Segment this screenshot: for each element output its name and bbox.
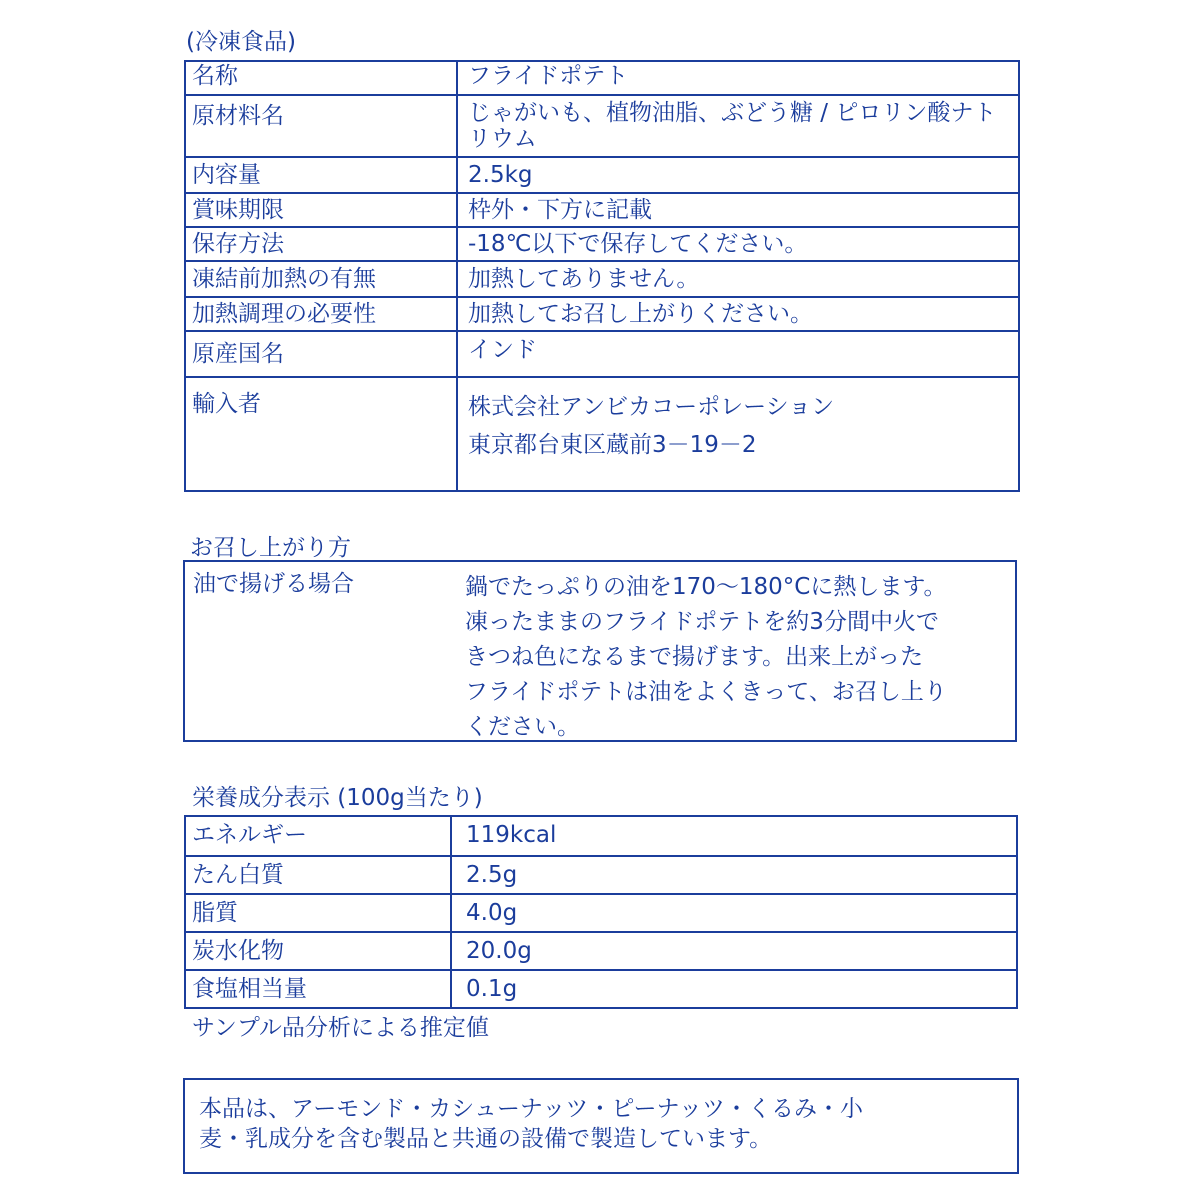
nutrition-value: 2.5g [451,856,1017,894]
label-key: 賞味期限 [185,193,457,227]
nutrition-key: 食塩相当量 [185,970,451,1008]
label-key: 名称 [185,61,457,95]
nutrition-key: エネルギー [185,816,451,856]
nutrition-key: 脂質 [185,894,451,932]
label-row-name [185,61,1019,95]
cooking-box [183,560,1017,742]
label-value: 加熱してお召し上がりください。 [457,297,1019,331]
nutrition-value: 20.0g [451,932,1017,970]
label-heading: (冷凍食品) [186,29,296,55]
nutrition-row-fat [185,894,1017,932]
allergen-notice: 本品は、アーモンド・カシューナッツ・ピーナッツ・くるみ・小 麦・乳成分を含む製品と共通の設備で製造しています。 [199,1096,864,1152]
nutrition-value: 4.0g [451,894,1017,932]
cooking-method-label: 油で揚げる場合 [193,571,354,597]
nutrition-row-protein [185,856,1017,894]
nutrition-row-carbs [185,932,1017,970]
label-key: 凍結前加熱の有無 [185,261,457,297]
label-value: 枠外・下方に記載 [457,193,1019,227]
label-value: -18℃以下で保存してください。 [457,227,1019,261]
cooking-heading: お召し上がり方 [190,535,351,561]
label-value: 2.5kg [457,157,1019,193]
cooking-instructions: 鍋でたっぷりの油を170～180°Cに熱します。 凍ったままのフライドポテトを約3分間中火で きつね色になるまで揚げます。出来上がった フライドポテトは油をよくきって、お召し上り ください。 [465,574,947,740]
nutrition-table [184,815,1018,1009]
label-key: 輸入者 [185,377,457,491]
label-value: フライドポテト [457,61,1019,95]
label-row-ingredients [185,95,1019,157]
label-key: 原材料名 [185,95,457,157]
label-table [184,60,1020,492]
allergen-box [183,1078,1019,1174]
label-key: 保存方法 [185,227,457,261]
label-value: じゃがいも、植物油脂、ぶどう糖 / ピロリン酸ナト リウム [457,95,1019,157]
label-key: 加熱調理の必要性 [185,297,457,331]
label-key: 内容量 [185,157,457,193]
label-value: 株式会社アンビカコーポレーション 東京都台東区蔵前3－19－2 [457,377,1019,491]
nutrition-key: たん白質 [185,856,451,894]
label-key: 原産国名 [185,331,457,377]
label-value: 加熱してありません。 [457,261,1019,297]
nutrition-heading: 栄養成分表示 (100g当たり) [192,785,483,811]
nutrition-key: 炭水化物 [185,932,451,970]
label-row-storage [185,227,1019,261]
label-row-cooking-need [185,297,1019,331]
nutrition-row-energy [185,816,1017,856]
nutrition-row-salt [185,970,1017,1008]
nutrition-value: 119kcal [451,816,1017,856]
label-value: インド [457,331,1019,377]
label-row-preheated [185,261,1019,297]
label-row-best-before [185,193,1019,227]
label-row-origin [185,331,1019,377]
label-row-importer [185,377,1019,491]
label-row-quantity [185,157,1019,193]
nutrition-note: サンプル品分析による推定値 [192,1015,489,1041]
nutrition-value: 0.1g [451,970,1017,1008]
